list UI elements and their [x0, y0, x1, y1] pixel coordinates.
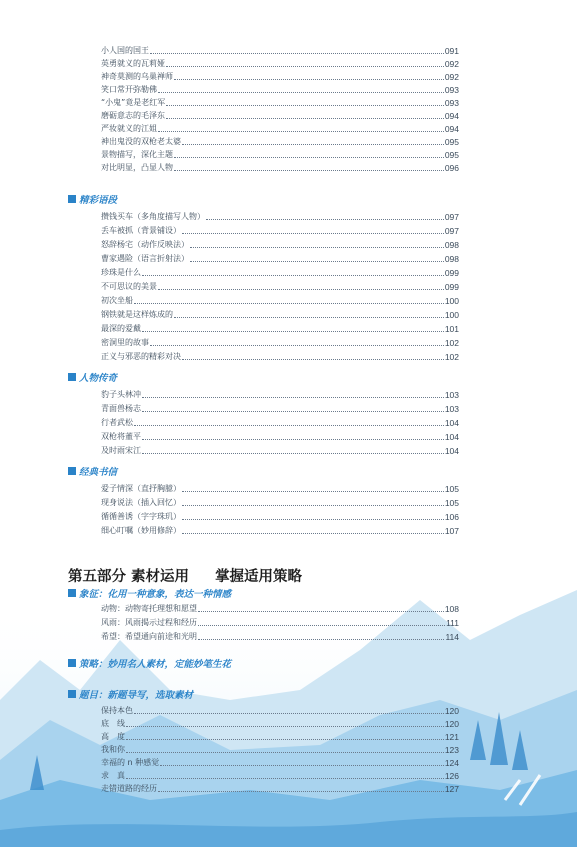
- dot-leader: [166, 66, 444, 67]
- entry-page: 103: [444, 404, 459, 414]
- toc-entry[interactable]: [101, 210, 459, 222]
- entry-title: 对比明显，凸显人物: [101, 163, 173, 172]
- entry-title: 磨砺意志的毛泽东: [101, 111, 165, 120]
- toc-entry[interactable]: [101, 70, 459, 82]
- toc-entry[interactable]: [101, 430, 459, 442]
- entry-page: 098: [444, 240, 459, 250]
- toc-entry[interactable]: [101, 238, 459, 250]
- entry-title: 珍珠是什么: [101, 268, 141, 277]
- toc-entry[interactable]: [101, 769, 459, 781]
- toc-entry[interactable]: [101, 482, 459, 494]
- dot-leader: [158, 92, 444, 93]
- section-title: 题目：新题导写，选取素材: [79, 690, 194, 701]
- dot-leader: [158, 289, 444, 290]
- entry-title: 景物描写，深化主题: [101, 150, 173, 159]
- dot-leader: [190, 247, 444, 248]
- dot-leader: [158, 131, 444, 132]
- entry-page: 106: [444, 512, 459, 522]
- section-header: [68, 656, 231, 670]
- entry-title: 希望：希望通向前途和光明: [101, 632, 197, 641]
- entry-page: 097: [444, 212, 459, 222]
- dot-leader: [182, 233, 444, 234]
- entry-page: 099: [444, 282, 459, 292]
- dot-leader: [198, 639, 444, 640]
- toc-entry[interactable]: [101, 109, 459, 121]
- toc-entry[interactable]: [101, 96, 459, 108]
- entry-title: 严妆就义的江姐: [101, 124, 157, 133]
- dot-leader: [182, 491, 444, 492]
- entry-page: 095: [444, 137, 459, 147]
- entry-title: 爱子情深（直抒胸臆）: [101, 484, 181, 493]
- entry-title: 风雨：风雨揭示过程和经历: [101, 618, 197, 627]
- entry-title: 最深的爱戴: [101, 324, 141, 333]
- entry-page: 120: [444, 706, 459, 716]
- toc-entry[interactable]: [101, 224, 459, 236]
- section-header: [68, 687, 193, 701]
- dot-leader: [150, 345, 444, 346]
- entry-title: 求 真: [101, 771, 125, 780]
- entry-title: 英勇就义的瓦莉娅: [101, 59, 165, 68]
- dot-leader: [126, 778, 444, 779]
- entry-title: 笑口常开弥勒佛: [101, 85, 157, 94]
- entry-title: 及时雨宋江: [101, 446, 141, 455]
- toc-entry[interactable]: [101, 57, 459, 69]
- entry-page: 124: [444, 758, 459, 768]
- dot-leader: [198, 611, 444, 612]
- entry-page: 100: [444, 296, 459, 306]
- entry-title: 青面兽杨志: [101, 404, 141, 413]
- dot-leader: [126, 726, 444, 727]
- entry-title: 走错道路的经历: [101, 784, 157, 793]
- section-header: [68, 464, 117, 478]
- toc-entry[interactable]: [101, 148, 459, 160]
- dot-leader: [166, 118, 444, 119]
- entry-title: 密洞里的故事: [101, 338, 149, 347]
- dot-leader: [126, 739, 444, 740]
- dot-leader: [142, 453, 444, 454]
- entry-page: 101: [444, 324, 459, 334]
- dot-leader: [142, 275, 444, 276]
- toc-entry[interactable]: [101, 743, 459, 755]
- section-title: 策略：妙用名人素材，定能妙笔生花: [79, 659, 232, 670]
- entry-title: 细心叮嘱（妙用修辞）: [101, 526, 181, 535]
- entry-title: “小鬼”竟是老红军: [101, 98, 166, 107]
- dot-leader: [174, 79, 444, 80]
- entry-page: 111: [446, 618, 459, 628]
- square-bullet-icon: [68, 690, 76, 698]
- dot-leader: [142, 331, 444, 332]
- entry-page: 093: [444, 98, 459, 108]
- entry-page: 095: [444, 150, 459, 160]
- toc-entry[interactable]: [101, 402, 459, 414]
- dot-leader: [160, 765, 444, 766]
- section-title: 经典书信: [79, 467, 118, 478]
- dot-leader: [150, 53, 444, 54]
- entry-page: 126: [444, 771, 459, 781]
- section-title: 精彩语段: [79, 195, 118, 206]
- toc-entry[interactable]: [101, 83, 459, 95]
- entry-title: 小人国的国王: [101, 46, 149, 55]
- entry-page: 094: [444, 111, 459, 121]
- toc-entry[interactable]: [101, 756, 459, 768]
- entry-title: 初次坐船: [101, 296, 133, 305]
- part-title: 第五部分 素材运用: [68, 568, 190, 585]
- entry-page: 091: [444, 46, 459, 56]
- entry-page: 100: [444, 310, 459, 320]
- toc-entry[interactable]: [101, 336, 459, 348]
- toc-entry[interactable]: [101, 616, 459, 628]
- square-bullet-icon: [68, 659, 76, 667]
- dot-leader: [126, 752, 444, 753]
- entry-title: 行者武松: [101, 418, 133, 427]
- dot-leader: [190, 261, 444, 262]
- square-bullet-icon: [68, 467, 76, 475]
- dot-leader: [134, 425, 444, 426]
- toc-entry[interactable]: [101, 717, 459, 729]
- toc-entry[interactable]: [101, 630, 459, 642]
- toc-entry[interactable]: [101, 350, 459, 362]
- toc-entry[interactable]: [101, 252, 459, 264]
- entry-title: 底 线: [101, 719, 125, 728]
- dot-leader: [142, 439, 444, 440]
- toc-entry[interactable]: [101, 135, 459, 147]
- dot-leader: [142, 411, 444, 412]
- square-bullet-icon: [68, 195, 76, 203]
- toc-entry[interactable]: [101, 704, 459, 716]
- entry-page: 097: [444, 226, 459, 236]
- entry-title: 豹子头林冲: [101, 390, 141, 399]
- toc-entry[interactable]: [101, 322, 459, 334]
- entry-page: 096: [444, 163, 459, 173]
- toc-entry[interactable]: [101, 510, 459, 522]
- square-bullet-icon: [68, 589, 76, 597]
- entry-page: 104: [444, 446, 459, 456]
- dot-leader: [198, 625, 445, 626]
- dot-leader: [182, 359, 444, 360]
- entry-title: 动物：动物寄托理想和愿望: [101, 604, 197, 613]
- entry-page: 127: [444, 784, 459, 794]
- toc-entry[interactable]: [101, 308, 459, 320]
- dot-leader: [174, 317, 444, 318]
- toc-entry[interactable]: [101, 496, 459, 508]
- entry-title: 我和你: [101, 745, 125, 754]
- entry-page: 103: [444, 390, 459, 400]
- toc-entry[interactable]: [101, 444, 459, 456]
- entry-title: 不可思议的美景: [101, 282, 157, 291]
- toc-entry[interactable]: [101, 161, 459, 173]
- entry-page: 108: [444, 604, 459, 614]
- toc-entry[interactable]: [101, 44, 459, 56]
- dot-leader: [134, 303, 444, 304]
- entry-page: 104: [444, 418, 459, 428]
- entry-title: 正义与邪恶的精彩对决: [101, 352, 181, 361]
- dot-leader: [158, 791, 444, 792]
- entry-page: 107: [444, 526, 459, 536]
- dot-leader: [182, 505, 444, 506]
- entry-page: 114: [445, 632, 459, 642]
- section-header: [68, 370, 117, 384]
- entry-title: 高 度: [101, 732, 125, 741]
- entry-title: 怒辞杨宅（动作反映法）: [101, 240, 189, 249]
- entry-page: 123: [444, 745, 459, 755]
- entry-page: 121: [444, 732, 459, 742]
- entry-page: 120: [444, 719, 459, 729]
- dot-leader: [206, 219, 444, 220]
- toc-entry[interactable]: [101, 782, 459, 794]
- dot-leader: [134, 713, 444, 714]
- part-subtitle: 掌握适用策略: [215, 568, 303, 585]
- section-header: [68, 192, 117, 206]
- dot-leader: [174, 157, 444, 158]
- part-heading: [68, 566, 302, 584]
- dot-leader: [182, 519, 444, 520]
- toc-entry[interactable]: [101, 122, 459, 134]
- entry-title: 曹家遇险（语言折射法）: [101, 254, 189, 263]
- toc-entry[interactable]: [101, 266, 459, 278]
- entry-page: 105: [444, 484, 459, 494]
- entry-title: 神出鬼没的双枪老太婆: [101, 137, 181, 146]
- dot-leader: [166, 105, 444, 106]
- entry-title: 丢车被抓（背景铺设）: [101, 226, 181, 235]
- entry-page: 105: [444, 498, 459, 508]
- dot-leader: [174, 170, 444, 171]
- entry-title: 钢铁就是这样炼成的: [101, 310, 173, 319]
- entry-page: 102: [444, 338, 459, 348]
- entry-page: 104: [444, 432, 459, 442]
- toc-entry[interactable]: [101, 294, 459, 306]
- entry-page: 098: [444, 254, 459, 264]
- section-title: 象征：化用一种意象，表达一种情感: [79, 589, 232, 600]
- entry-page: 092: [444, 72, 459, 82]
- entry-page: 099: [444, 268, 459, 278]
- toc-entry[interactable]: [101, 730, 459, 742]
- entry-title: 双枪将董平: [101, 432, 141, 441]
- entry-page: 092: [444, 59, 459, 69]
- section-header: [68, 586, 231, 600]
- square-bullet-icon: [68, 373, 76, 381]
- entry-title: 循循善诱（字字珠玑）: [101, 512, 181, 521]
- entry-title: 保持本色: [101, 706, 133, 715]
- toc-entry[interactable]: [101, 602, 459, 614]
- entry-title: 神奇莫测的乌巢禅师: [101, 72, 173, 81]
- entry-title: 幸福的 n 种感觉: [101, 758, 160, 767]
- section-title: 人物传奇: [79, 373, 118, 384]
- entry-page: 094: [444, 124, 459, 134]
- toc-entry[interactable]: [101, 524, 459, 536]
- toc-entry[interactable]: [101, 416, 459, 428]
- dot-leader: [182, 533, 444, 534]
- dot-leader: [182, 144, 444, 145]
- entry-title: 攒钱买车（多角度描写人物）: [101, 212, 205, 221]
- entry-page: 102: [444, 352, 459, 362]
- toc-entry[interactable]: [101, 388, 459, 400]
- dot-leader: [142, 397, 444, 398]
- entry-title: 现身说法（插入回忆）: [101, 498, 181, 507]
- toc-entry[interactable]: [101, 280, 459, 292]
- entry-page: 093: [444, 85, 459, 95]
